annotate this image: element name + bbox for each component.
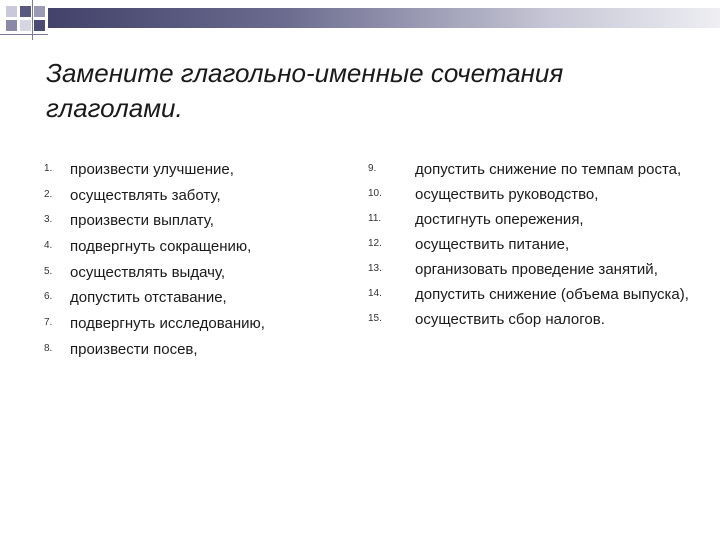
item-number: 4. [44,240,53,252]
list-item [368,308,698,331]
list-item [44,312,334,338]
slide-title: Замените глагольно-именные сочетания глаголами. [46,58,564,123]
list-item [44,184,334,210]
left-list [44,158,334,364]
list-item [44,235,334,261]
header-gradient-band [48,8,720,28]
item-number: 13. [368,263,382,274]
list-item [368,283,698,306]
decor-square [6,20,17,31]
right-list [368,158,698,333]
item-text: осуществить сбор налогов. [415,311,605,328]
item-text: подвергнуть исследованию, [70,315,265,333]
list-item [44,286,334,312]
item-text: произвести посев, [70,340,198,358]
list-item [44,338,334,364]
item-text: произвести выплату, [70,212,214,230]
item-text: подвергнуть сокращению, [70,238,252,256]
item-number: 5. [44,265,53,277]
item-text: осуществлять заботу, [70,186,221,204]
list-item [368,158,698,181]
decor-horizontal-line [0,34,48,35]
list-item [368,258,698,281]
list-item [368,183,698,206]
item-number: 8. [44,342,53,354]
decor-square [20,20,31,31]
item-text: допустить снижение (объема выпуска), [415,286,689,303]
item-number: 14. [368,288,382,299]
item-text: произвести улучшение, [70,161,234,178]
list-item [44,209,334,235]
item-text: осуществлять выдачу, [70,263,226,281]
list-item [368,233,698,256]
item-number: 7. [44,317,53,329]
item-number: 12. [368,238,382,249]
list-item [44,261,334,287]
item-number: 9. [368,163,377,174]
item-text: допустить отставание, [70,289,227,307]
item-number: 3. [44,214,53,226]
item-number: 11. [368,213,382,224]
decor-square [34,20,45,31]
item-number: 2. [44,188,53,200]
item-number: 1. [44,163,53,174]
item-number: 10. [368,188,382,199]
item-number: 15. [368,313,382,324]
item-text: допустить снижение по темпам роста, [415,161,682,178]
list-item [44,158,334,184]
header-decoration [0,0,720,40]
decor-square [20,6,31,17]
list-item [368,208,698,231]
item-text: организовать проведение занятий, [415,261,658,278]
item-text: осуществить руководство, [415,186,599,203]
item-text: осуществить питание, [415,236,570,253]
decor-square [34,6,45,17]
item-number: 6. [44,291,53,303]
item-text: достигнуть опережения, [415,211,584,228]
decor-square [6,6,17,17]
